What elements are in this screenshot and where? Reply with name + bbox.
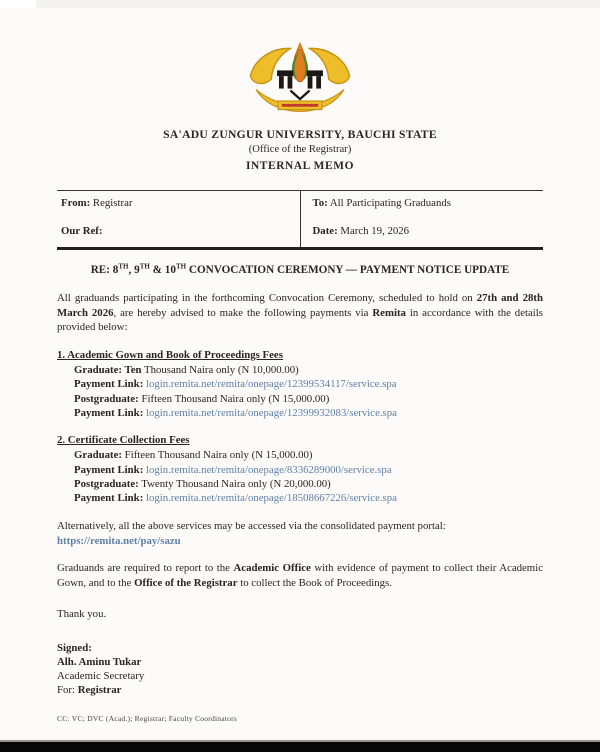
closing-line: Thank you. <box>57 607 107 620</box>
payment-link-line <box>74 377 543 391</box>
payment-link[interactable]: login.remita.net/remita/onepage/18508667226/service.spa <box>146 492 397 505</box>
table-row <box>57 191 543 219</box>
payment-link-label: Payment Link: <box>74 406 144 419</box>
photo-top-edge <box>0 0 600 8</box>
subject-line: RE: 8TH, 9TH & 10TH CONVOCATION CEREMONY — PAYMENT NOTICE UPDATE <box>90 261 510 276</box>
payment-link-label: Payment Link: <box>74 378 144 391</box>
portal-paragraph: Alternatively, all the above services may be accessed via the consolidated payment portal: https://remita.net/pay/sazu <box>57 519 446 547</box>
photo-letterbox-bar <box>0 742 600 752</box>
signatory-for: For: Registrar <box>57 684 122 697</box>
payment-link-line <box>74 406 543 420</box>
fees-section-gown <box>57 348 543 420</box>
ref-label: Our Ref: <box>61 225 103 238</box>
fee-line: Postgraduate: Fifteen Thousand Naira only (N 15,000.00) <box>74 392 330 405</box>
fee-line: Graduate: Ten Thousand Naira only (N 10,000.00) <box>74 363 299 376</box>
payment-link-line <box>74 491 543 505</box>
memo-meta-table <box>57 190 543 249</box>
intro-paragraph: All graduands participating in the forthcoming Convocation Ceremony, scheduled to hold on 27th and 28th March 2026, are hereby advised to make the following payments via Remita in accordance with the details provided below: <box>57 291 543 334</box>
memo-document <box>57 8 543 725</box>
cc-line: CC: VC; DVC (Acad.); Registrar; Faculty Coordinators <box>57 714 238 724</box>
from-value: Registrar <box>92 197 133 210</box>
to-label: To: <box>312 197 328 210</box>
fees-section-certificate <box>57 433 543 505</box>
date-label: Date: <box>312 225 338 238</box>
signatory-name: Alh. Aminu Tukar <box>57 656 142 669</box>
to-value: All Participating Graduands <box>329 197 451 210</box>
crest-icon <box>241 36 359 122</box>
payment-link[interactable]: login.remita.net/remita/onepage/12399534117/service.spa <box>146 378 397 391</box>
report-paragraph: Graduands are required to report to the Academic Office with evidence of payment to collect their Academic Gown, and to the Office of the Registrar to collect the Book of Proceedings. <box>57 562 543 589</box>
memo-type-label: INTERNAL MEMO <box>245 159 355 172</box>
section-heading: 1. Academic Gown and Book of Proceedings Fees <box>57 348 283 361</box>
university-name: SA'ADU ZUNGUR UNIVERSITY, BAUCHI STATE <box>163 127 437 141</box>
office-line: (Office of the Registrar) <box>248 144 352 156</box>
table-row <box>57 219 543 248</box>
signatory-title: Academic Secretary <box>57 670 145 683</box>
from-label: From: <box>61 197 91 210</box>
payment-link-line <box>74 463 543 477</box>
university-crest-logo <box>57 36 543 127</box>
payment-link-label: Payment Link: <box>74 463 144 476</box>
section-heading: 2. Certificate Collection Fees <box>57 434 190 447</box>
signed-label: Signed: <box>57 642 92 655</box>
payment-link[interactable]: login.remita.net/remita/onepage/8336289000/service.spa <box>146 463 392 476</box>
fee-line: Postgraduate: Twenty Thousand Naira only (N 20,000.00) <box>74 478 331 490</box>
fee-line: Graduate: Fifteen Thousand Naira only (N 15,000.00) <box>74 449 313 462</box>
portal-link[interactable]: https://remita.net/pay/sazu <box>57 534 181 547</box>
payment-link[interactable]: login.remita.net/remita/onepage/12399932083/service.spa <box>146 406 397 419</box>
date-value: March 19, 2026 <box>340 225 410 238</box>
signature-block <box>57 641 543 697</box>
payment-link-label: Payment Link: <box>74 492 144 505</box>
